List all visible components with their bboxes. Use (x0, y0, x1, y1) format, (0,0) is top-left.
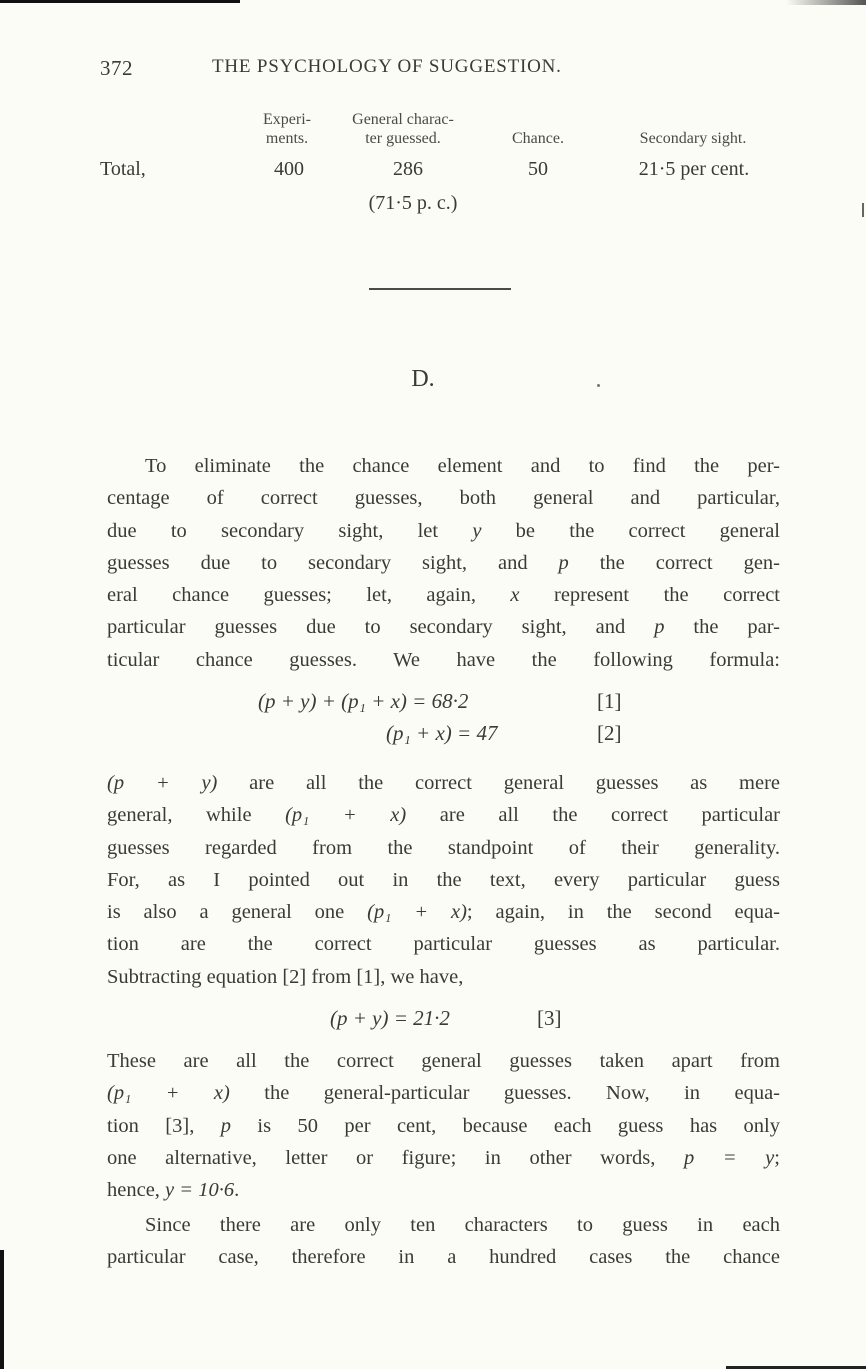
text-span: eral chance guesses; let, again, (107, 584, 511, 607)
text-line: To eliminate the chance element and to find the per- (145, 455, 780, 477)
header-line: Experi- (263, 111, 311, 128)
cell-secondary: 21·5 per cent. (638, 158, 750, 180)
expr: (p + y) (107, 772, 218, 794)
equation-3-number: [3] (537, 1006, 562, 1030)
expr: y = 10·6 (165, 1179, 235, 1202)
paragraph-3 (107, 1045, 780, 1206)
text-line: Subtracting equation [2] from [1], we have, (107, 965, 464, 988)
text-span: guesses due to secondary sight, and (107, 551, 559, 574)
header-line: ter guessed. (365, 130, 441, 147)
text-span: due to secondary sight, let (107, 519, 473, 542)
text-line (107, 579, 780, 611)
text-span: be the correct general (481, 519, 780, 542)
page-number: 372 (100, 56, 133, 80)
text-line: tion are the correct particular guesses as particular. (107, 933, 780, 956)
column-header-chance: Chance. (512, 130, 564, 147)
scan-edge-left (0, 1250, 4, 1369)
text-line: These are all the correct general guesses taken apart from (107, 1050, 780, 1072)
var-y: y (472, 519, 482, 542)
text-span: is 50 per cent, because each guess has only (230, 1114, 780, 1137)
cell-general: 286 (393, 158, 423, 180)
paragraph-4 (107, 1209, 780, 1274)
text-line (107, 1174, 780, 1206)
text-span: the par- (664, 616, 781, 639)
text-line: ticular chance guesses. We have the following formula: (107, 648, 780, 671)
text-span: is also a general one (107, 901, 368, 924)
text-line (107, 515, 780, 547)
results-table (100, 110, 790, 230)
text-span: ; (774, 1146, 780, 1169)
expr: (p₁ + x) (107, 1082, 230, 1105)
cell-experiments: 400 (274, 158, 304, 180)
text-line (107, 896, 780, 928)
text-line: For, as I pointed out in the text, every particular guess (107, 868, 780, 891)
text-line (107, 547, 780, 579)
paragraph-2 (107, 767, 780, 993)
text-span: the general-particular guesses. Now, in equa- (229, 1082, 780, 1105)
scan-edge-top (0, 0, 240, 3)
var-p: p (654, 616, 665, 639)
equation-2-text: (p₁ + x) = 47 (386, 721, 498, 745)
text-span: are all the correct general guesses as mere (217, 772, 781, 794)
header-line: ments. (265, 130, 309, 147)
text-line (107, 799, 780, 831)
var-x: x (510, 584, 520, 607)
scan-edge-top-right (786, 0, 866, 5)
text-span: hence, (107, 1179, 166, 1202)
text-span: . (234, 1179, 240, 1202)
text-span: are all the correct particular (406, 804, 780, 827)
text-span: general, while (107, 804, 286, 827)
text-span: particular guesses due to secondary sight, and (107, 616, 655, 639)
var-p: p (558, 551, 569, 574)
equation-2 (386, 721, 497, 746)
text-line: guesses regarded from the standpoint of their generality. (107, 836, 780, 859)
text-line (107, 1077, 780, 1109)
equation-2-number: [2] (597, 721, 622, 745)
text-span: represent the correct (519, 584, 780, 607)
equation-3 (330, 1006, 450, 1031)
column-header-experiments (252, 110, 322, 148)
cell-general-percent: (71·5 p. c.) (368, 192, 458, 214)
equation-1-number: [1] (597, 689, 622, 713)
cell-chance: 50 (528, 158, 548, 180)
expr: (p₁ + x) (367, 901, 467, 924)
scan-speck (597, 384, 600, 387)
section-divider (369, 288, 511, 290)
equation-1-text: (p + y) + (p₁ + x) = 68·2 (258, 689, 469, 713)
text-line (107, 1110, 780, 1142)
text-line: Since there are only ten characters to guess in each (145, 1214, 780, 1236)
expr: (p₁ + x) (285, 804, 407, 827)
equation-1 (258, 689, 468, 714)
paragraph-1 (107, 450, 780, 676)
section-letter: D. (411, 366, 435, 392)
scan-edge-mark (862, 203, 864, 217)
equation-3-text: (p + y) = 21·2 (330, 1006, 450, 1030)
text-span: one alternative, letter or figure; in other words, (107, 1146, 684, 1169)
column-header-secondary: Secondary sight. (639, 130, 747, 147)
text-span: tion [3], (107, 1114, 221, 1137)
text-line: centage of correct guesses, both general and particular, (107, 487, 780, 510)
row-label: Total, (100, 158, 146, 180)
expr: p = y (683, 1146, 775, 1169)
text-line: particular case, therefore in a hundred cases the chance (107, 1246, 780, 1269)
text-span: the correct gen- (568, 551, 780, 574)
text-line (107, 1142, 780, 1174)
text-line (107, 611, 780, 643)
text-line (107, 767, 780, 799)
text-span: ; again, in the second equa- (466, 901, 781, 924)
header-line: General charac- (352, 111, 454, 128)
running-title: THE PSYCHOLOGY OF SUGGESTION. (212, 56, 562, 77)
var-p: p (220, 1114, 231, 1137)
column-header-general (338, 110, 468, 148)
section-heading (0, 366, 866, 393)
running-head (100, 56, 780, 86)
